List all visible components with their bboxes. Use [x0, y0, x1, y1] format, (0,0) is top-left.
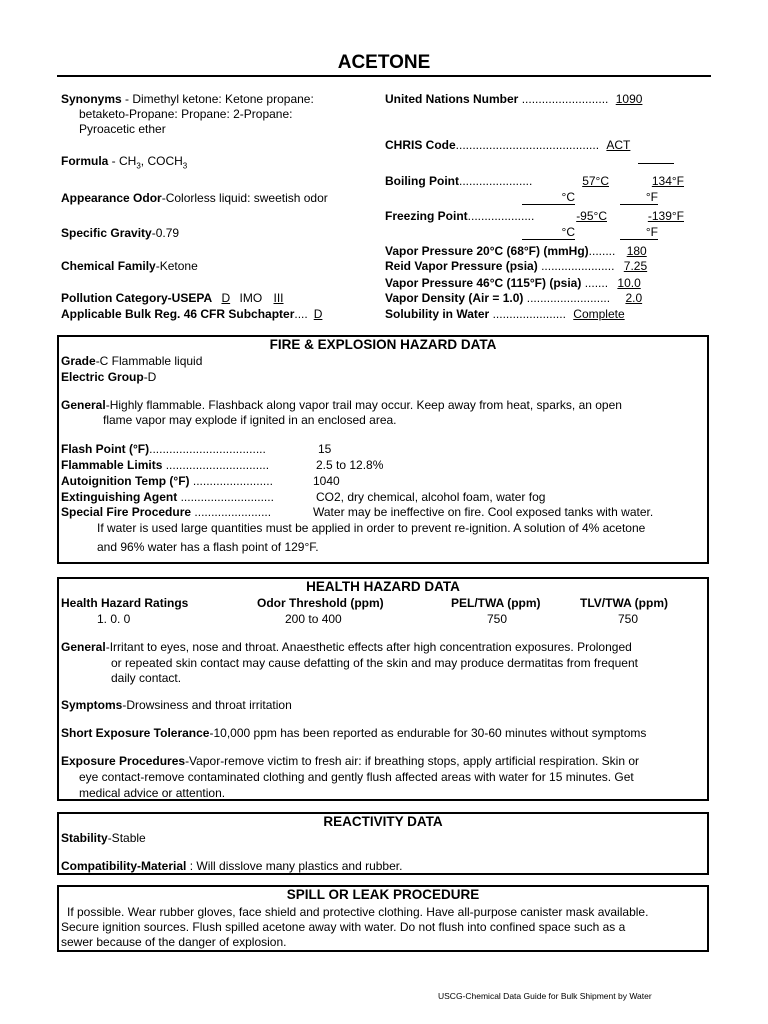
exposure-line-1: Exposure Procedures-Vapor-remove victim to fresh air: if breathing stops, apply artificial respiration. Skin or — [61, 754, 640, 768]
gravity-value: -0.79 — [151, 226, 180, 240]
un-value: 1090 — [615, 92, 643, 106]
formula-line — [61, 154, 187, 170]
limits-line: Flammable Limits ............................... — [61, 458, 270, 472]
family-value: -Ketone — [155, 259, 198, 273]
pollution-label: Pollution Category-USEPA — [61, 291, 213, 305]
fire-general-line-2: flame vapor may explode if ignited in an enclosed area. — [103, 413, 397, 427]
boiling-c-unit: °C — [522, 191, 575, 205]
special-text-1: Water may be ineffective on fire. Cool exposed tanks with water. — [313, 505, 654, 519]
spill-section — [57, 885, 709, 952]
fire-general-line-1: General-Highly flammable. Flashback along vapor trail may occur. Keep away from heat, sparks, an open — [61, 398, 622, 412]
formula-sub-1: 3 — [136, 161, 141, 171]
val-ratings: 1. 0. 0 — [97, 612, 131, 626]
val-tlv: 750 — [618, 612, 639, 626]
reactivity-section — [57, 812, 709, 875]
gravity-line — [61, 226, 179, 240]
reid-line: Reid Vapor Pressure (psia) ...................... 7.25 — [385, 259, 653, 273]
formula-mid: , COCH — [140, 154, 183, 168]
chris-blank-rule — [638, 163, 674, 164]
density-line: Vapor Density (Air = 1.0) ......................... 2.0 — [385, 291, 654, 305]
formula-pre: - CH — [108, 154, 137, 168]
gravity-label: Specific Gravity — [61, 226, 152, 240]
col-tlv: TLV/TWA (ppm) — [580, 596, 668, 610]
chris-line — [385, 138, 634, 152]
extinguishing-line: Extinguishing Agent ............................ — [61, 490, 274, 504]
bulk-line — [61, 307, 328, 321]
special-line: Special Fire Procedure ....................... — [61, 505, 272, 519]
compatibility-line: Compatibility-Material : Will disslove many plastics and rubber. — [61, 859, 403, 873]
reid-value: 7.25 — [623, 259, 648, 273]
flash-line: Flash Point (°F)................................... — [61, 442, 266, 456]
val-pel: 750 — [487, 612, 508, 626]
spill-line-1: If possible. Wear rubber gloves, face shield and protective clothing. Have all-purpose canister mask available. — [67, 905, 649, 919]
un-line — [385, 92, 646, 106]
synonyms-text-3: Pyroacetic ether — [79, 122, 166, 136]
freezing-f-unit: °F — [620, 226, 658, 240]
autoignition-line: Autoignition Temp (°F) ........................ — [61, 474, 273, 488]
reactivity-heading: REACTIVITY DATA — [323, 814, 443, 829]
un-label: United Nations Number — [385, 92, 519, 106]
chris-value: ACT — [606, 138, 631, 152]
pollution-value: D — [221, 291, 231, 305]
electric-line: Electric Group-D — [61, 370, 157, 384]
chris-dots: ........................................... — [455, 138, 600, 152]
fire-hazard-section — [57, 335, 709, 564]
exposure-line-2: eye contact-remove contaminated clothing and gently flush affected areas with water for 15 minutes. Get — [79, 770, 634, 784]
exposure-line-3: medical advice or attention. — [79, 786, 226, 800]
freezing-c: -95°C — [576, 209, 607, 223]
boiling-label: Boiling Point...................... — [385, 174, 533, 188]
density-value: 2.0 — [625, 291, 643, 305]
fire-heading: FIRE & EXPLOSION HAZARD DATA — [269, 337, 497, 352]
spill-line-3: sewer because of the danger of explosion. — [61, 935, 287, 949]
col-ratings: Health Hazard Ratings — [61, 596, 189, 610]
health-heading: HEALTH HAZARD DATA — [306, 579, 460, 594]
bulk-dots: .... — [294, 307, 308, 321]
pollution-line — [61, 291, 292, 305]
imo-value: III — [273, 291, 284, 305]
stability-line: Stability-Stable — [61, 831, 146, 845]
val-odor: 200 to 400 — [285, 612, 342, 626]
spill-heading: SPILL OR LEAK PROCEDURE — [286, 887, 480, 902]
un-dots: .......................... — [521, 92, 609, 106]
freezing-label: Freezing Point.................... — [385, 209, 535, 223]
health-general-line-2: or repeated skin contact may cause defatting of the skin and may produce dermatitas from frequent — [111, 656, 638, 670]
flash-value: 15 — [318, 442, 332, 456]
vp20-line: Vapor Pressure 20°C (68°F) (mmHg)........ 180 — [385, 244, 655, 258]
short-exposure-line: Short Exposure Tolerance-10,000 ppm has been reported as endurable for 30-60 minutes without symptoms — [61, 726, 647, 740]
synonyms-text-1: - Dimethyl ketone: Ketone propane: — [121, 92, 314, 106]
solubility-line: Solubility in Water ...................... Complete — [385, 307, 629, 321]
health-general-line-3: daily contact. — [111, 671, 182, 685]
family-line — [61, 259, 198, 273]
freezing-c-unit: °C — [522, 226, 575, 240]
appearance-line — [61, 191, 328, 205]
health-general-line-1: General-Irritant to eyes, nose and throat. Anaesthetic effects after high concentration exposures. Prolonged — [61, 640, 632, 654]
col-odor: Odor Threshold (ppm) — [257, 596, 384, 610]
autoignition-value: 1040 — [313, 474, 340, 488]
boiling-c: 57°C — [582, 174, 609, 188]
limits-value: 2.5 to 12.8% — [316, 458, 384, 472]
bulk-label: Applicable Bulk Reg. 46 CFR Subchapter — [61, 307, 295, 321]
vp46-line: Vapor Pressure 46°C (115°F) (psia) ....... 10.0 — [385, 276, 647, 290]
special-text-2: If water is used large quantities must be applied in order to prevent re-ignition. A solution of 4% acetone — [97, 521, 646, 535]
special-text-3: and 96% water has a flash point of 129°F. — [97, 540, 319, 554]
page-title: ACETONE — [337, 52, 431, 73]
extinguishing-value: CO2, dry chemical, alcohol foam, water fog — [316, 490, 546, 504]
appearance-value: -Colorless liquid: sweetish odor — [161, 191, 328, 205]
boiling-f-unit: °F — [620, 191, 658, 205]
col-pel: PEL/TWA (ppm) — [451, 596, 541, 610]
vp46-value: 10.0 — [617, 276, 641, 290]
synonyms-line-1 — [61, 92, 314, 106]
footer-source: USCG-Chemical Data Guide for Bulk Shipment by Water — [438, 991, 652, 1001]
solubility-value: Complete — [573, 307, 625, 321]
grade-line: Grade-C Flammable liquid — [61, 354, 203, 368]
chris-label: CHRIS Code — [385, 138, 456, 152]
formula-label: Formula — [61, 154, 109, 168]
health-hazard-section — [57, 577, 709, 801]
symptoms-line: Symptoms-Drowsiness and throat irritation — [61, 698, 292, 712]
synonyms-text-2: betaketo-Propane: Propane: 2-Propane: — [79, 107, 293, 121]
freezing-f: -139°F — [647, 209, 684, 223]
appearance-label: Appearance Odor — [61, 191, 162, 205]
family-label: Chemical Family — [61, 259, 156, 273]
imo-label: IMO — [239, 291, 263, 305]
synonyms-label: Synonyms — [61, 92, 122, 106]
formula-sub-2: 3 — [182, 161, 188, 171]
boiling-f: 134°F — [651, 174, 684, 188]
title-rule — [57, 75, 711, 77]
vp20-value: 180 — [626, 244, 647, 258]
bulk-value: D — [313, 307, 323, 321]
spill-line-2: Secure ignition sources. Flush spilled acetone away with water. Do not flush into confined space such as a — [61, 920, 626, 934]
